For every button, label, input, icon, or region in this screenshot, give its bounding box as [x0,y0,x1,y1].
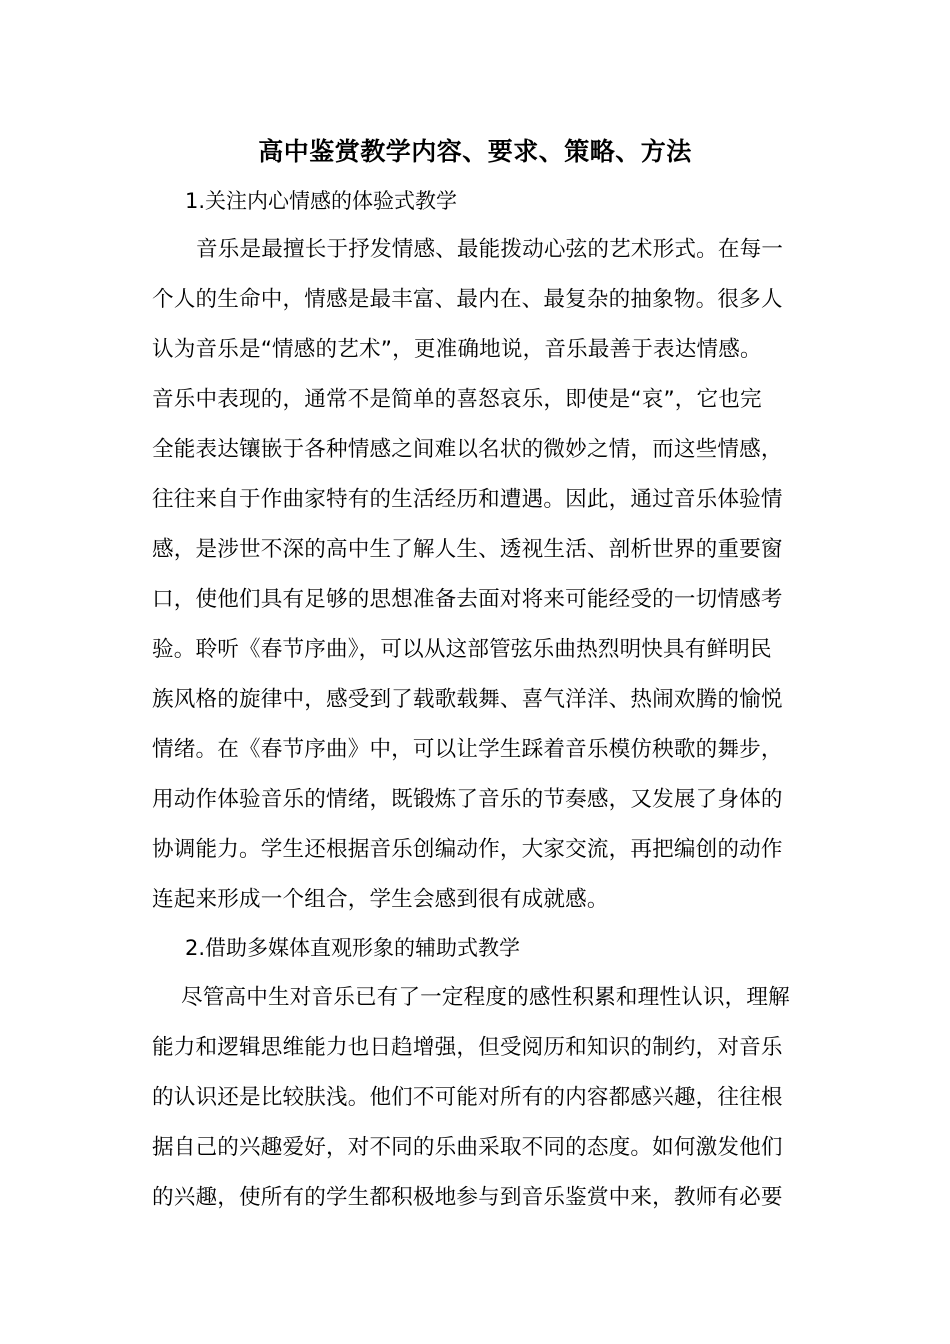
paragraph-line: 情绪。在《春节序曲》中，可以让学生踩着音乐模仿秧歌的舞步， [152,737,783,762]
document-title: 高中鉴赏教学内容、要求、策略、方法 [258,137,692,166]
section-heading-1: 1.关注内心情感的体验式教学 [185,189,458,213]
paragraph-line: 据自己的兴趣爱好，对不同的乐曲采取不同的态度。如何激发他们 [152,1135,783,1160]
paragraph-line: 音乐是最擅长于抒发情感、最能拨动心弦的艺术形式。在每一 [196,237,784,262]
paragraph-line: 用动作体验音乐的情绪，既锻炼了音乐的节奏感，又发展了身体的 [152,787,783,812]
paragraph-line: 能力和逻辑思维能力也日趋增强，但受阅历和知识的制约，对音乐 [152,1035,783,1060]
paragraph-line: 个人的生命中，情感是最丰富、最内在、最复杂的抽象物。很多人 [152,287,783,312]
paragraph-line: 感，是涉世不深的高中生了解人生、透视生活、剖析世界的重要窗 [152,537,783,562]
section-heading-2: 2.借助多媒体直观形象的辅助式教学 [185,936,521,960]
paragraph-line: 音乐中表现的，通常不是简单的喜怒哀乐，即使是“哀”，它也完 [152,387,762,412]
paragraph-line: 认为音乐是“情感的艺术”，更准确地说，音乐最善于表达情感。 [152,337,762,362]
paragraph-line: 协调能力。学生还根据音乐创编动作，大家交流，再把编创的动作 [152,837,783,862]
paragraph-line: 全能表达镶嵌于各种情感之间难以名状的微妙之情，而这些情感， [152,437,783,462]
paragraph-line: 族风格的旋律中，感受到了载歌载舞、喜气洋洋、热闹欢腾的愉悦 [152,687,783,712]
paragraph-line: 的兴趣，使所有的学生都积极地参与到音乐鉴赏中来，教师有必要 [152,1185,783,1210]
paragraph-line: 验。聆听《春节序曲》，可以从这部管弦乐曲热烈明快具有鲜明民 [152,637,772,662]
paragraph-line: 的认识还是比较肤浅。他们不可能对所有的内容都感兴趣，往往根 [152,1085,783,1110]
paragraph-line: 口，使他们具有足够的思想准备去面对将来可能经受的一切情感考 [152,587,783,612]
paragraph-line: 连起来形成一个组合，学生会感到很有成就感。 [152,887,609,912]
paragraph-line: 往往来自于作曲家特有的生活经历和遭遇。因此，通过音乐体验情 [152,487,783,512]
paragraph-line: 尽管高中生对音乐已有了一定程度的感性积累和理性认识，理解 [181,985,790,1010]
